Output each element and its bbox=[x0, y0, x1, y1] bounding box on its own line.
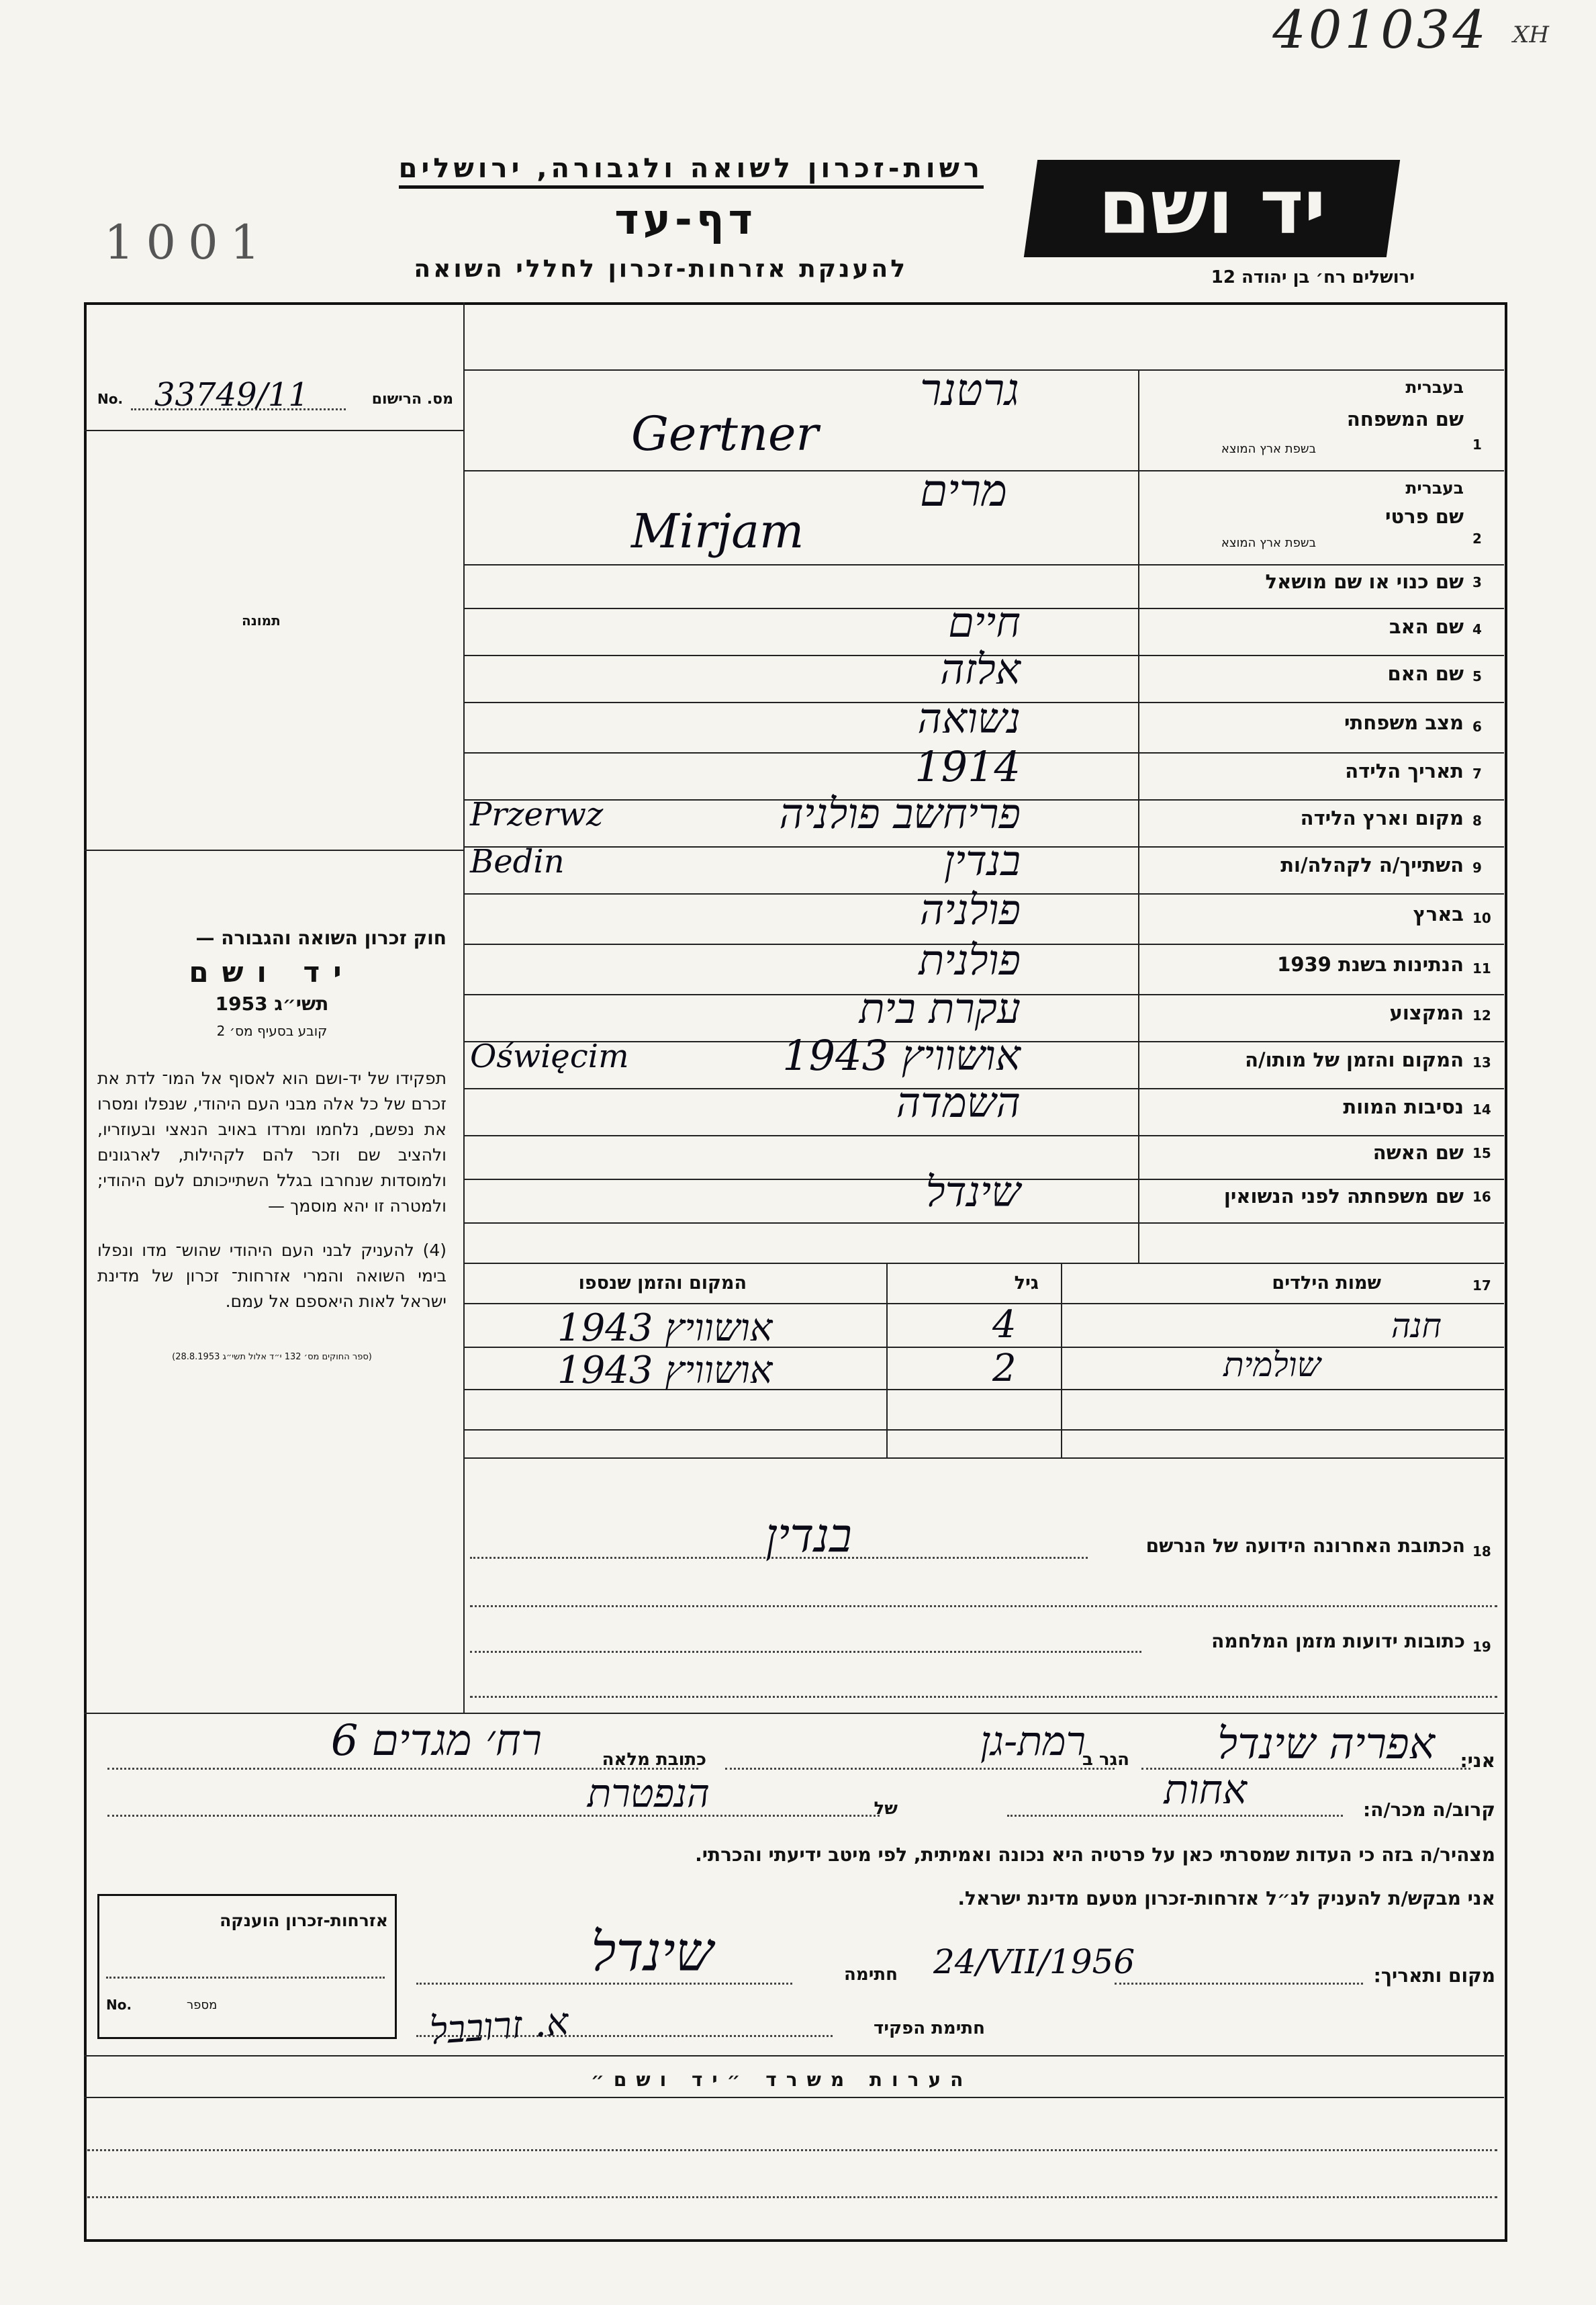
field-sub-he: בעברית bbox=[1405, 478, 1464, 498]
child-2-age: 2 bbox=[992, 1347, 1017, 1390]
field-number: 9 bbox=[1472, 860, 1482, 876]
certificate-box bbox=[97, 1894, 397, 2039]
field-row-1 bbox=[463, 364, 1504, 471]
registration-no-label: No. bbox=[97, 391, 124, 407]
remarks-title: הערות משרד ״יד ושם״ bbox=[591, 2069, 973, 2091]
field-row-2 bbox=[463, 465, 1504, 566]
declarant-address-value: רח׳ מגדים 6 bbox=[330, 1716, 542, 1766]
field-value: פולנית bbox=[919, 935, 1021, 985]
field-number: 16 bbox=[1472, 1189, 1491, 1205]
field-number: 2 bbox=[1472, 531, 1482, 547]
child-2-place-time: אושוויץ 1943 bbox=[557, 1349, 773, 1392]
field-value: שינדל bbox=[925, 1167, 1021, 1216]
children-header-age: גיל bbox=[1014, 1273, 1039, 1294]
field-label: בארץ bbox=[1413, 902, 1464, 925]
field-number: 7 bbox=[1472, 766, 1482, 782]
field-label: השתייך/ה לקהלה/ות bbox=[1280, 854, 1464, 876]
archive-number: 401034 bbox=[1272, 0, 1489, 60]
child-2-name: שולמית bbox=[1223, 1345, 1321, 1384]
child-1-name: חנה bbox=[1391, 1306, 1442, 1345]
certificate-box-title: אזרחות-זכרון הוענקה bbox=[220, 1911, 388, 1930]
field-value: פולניה bbox=[919, 885, 1021, 934]
field-label: תאריך הלידה bbox=[1345, 760, 1464, 782]
field-label: שם האם bbox=[1387, 662, 1464, 685]
archive-mark: XH bbox=[1513, 21, 1549, 48]
law-footnote: (ספר החוקים מס׳ 132 י״ד אלול תשי״ג 28.8.1953) bbox=[172, 1352, 372, 1362]
law-clause: קובע בסעיף מס׳ 2 bbox=[216, 1023, 328, 1039]
declarant-signature: שינדל bbox=[591, 1921, 714, 1983]
field-sub-orig: בשפת ארץ המוצא bbox=[1221, 536, 1316, 550]
declarant-statement-2: אני מבקש/ת להעניק לנ״ל אזרחות-זכרון מטעם מדינת ישראל. bbox=[957, 1887, 1495, 1909]
declarant-statement-1: מצהיר/ה בזה כי העדות שמסרתי כאן על פרטיה היא נכונה ואמיתית, לפי מיטב ידיעתי והכרתי. bbox=[695, 1844, 1495, 1866]
field-value: נשואה bbox=[917, 693, 1021, 743]
child-1-age: 4 bbox=[992, 1303, 1017, 1347]
field-value-he: גרטנר bbox=[920, 364, 1019, 416]
declarant-of-label: של bbox=[874, 1799, 898, 1819]
registration-block bbox=[97, 376, 460, 416]
field-value-orig: Gertner bbox=[631, 406, 818, 461]
declarant-resides-label: הגר ב bbox=[1082, 1750, 1129, 1770]
officer-signature-label: חתימת הפקיד bbox=[874, 2018, 985, 2038]
field-sub-he: בעברית bbox=[1405, 377, 1464, 397]
field-number: 3 bbox=[1472, 574, 1482, 590]
child-1-place-time: אושוויץ 1943 bbox=[557, 1306, 773, 1350]
field-value: פריחשב פולניה bbox=[779, 789, 1021, 838]
authority-title: רשות-זכרון לשואה ולגבורה, ירושלים bbox=[399, 153, 984, 189]
field-label: מקום וארץ הלידה bbox=[1300, 807, 1464, 829]
field-number: 13 bbox=[1472, 1054, 1491, 1071]
logo-text: יד ושם bbox=[1098, 164, 1326, 251]
field-value: אלזה bbox=[940, 645, 1021, 694]
field-number: 15 bbox=[1472, 1145, 1491, 1161]
declarant-ani-label: אני: bbox=[1460, 1750, 1495, 1772]
field-18-number: 18 bbox=[1472, 1543, 1491, 1560]
field-label: שם משפחתה לפני הנשואין bbox=[1223, 1184, 1464, 1208]
registration-label: מס. הרישום bbox=[371, 391, 453, 408]
officer-signature: א. זרובבל bbox=[428, 1999, 570, 2054]
date-value: 24/VII/1956 bbox=[933, 1942, 1135, 1981]
law-paragraph-1: תפקידו של יד-ושם הוא לאסוף אל המו־ לדת את זכרם של כל אלה מבני העם היהודי, שנפלו ומסרו את נפשם, נלחמו ומרדו באויב הנאצי ובעוזריו, ולהציב שם וזכר להם לקהילות, לארגונים ולמוסדות שנחרבו בגלל השתייכותם לעם היהודי; ולמטרה זו יהא מוסמך — bbox=[97, 1069, 447, 1216]
field-number: 12 bbox=[1472, 1007, 1491, 1024]
field-label: המקום והזמן של מותו/ה bbox=[1245, 1048, 1464, 1071]
yad-vashem-logo bbox=[1024, 160, 1400, 257]
children-header-place-time: המקום והזמן שנספו bbox=[578, 1273, 747, 1294]
law-year: תשי״ג 1953 bbox=[215, 993, 329, 1015]
declarant-relation-label: קרוב/ה מכר/ה: bbox=[1362, 1799, 1495, 1821]
photo-label: תמונה bbox=[242, 613, 281, 629]
field-number: 8 bbox=[1472, 813, 1482, 829]
declarant-resides-value: רמת-גן bbox=[980, 1718, 1086, 1765]
field-number: 10 bbox=[1472, 910, 1491, 926]
field-number: 5 bbox=[1472, 668, 1482, 684]
field-sub-orig: בשפת ארץ המוצא bbox=[1221, 442, 1316, 456]
law-name: יד ושם bbox=[189, 956, 355, 989]
form-title: דף-עד bbox=[614, 195, 757, 244]
law-paragraph-2: (4) להעניק לבני העם היהודי שהוש־ מדו ונפלו בימי השואה והמרי אזרחות־ זכרון של מדינת ישראל לאות היאספם אל עמם. bbox=[97, 1240, 447, 1311]
field-value-orig: Bedin bbox=[470, 843, 565, 880]
field-label: שם כנוי או שם מושאל bbox=[1265, 570, 1464, 593]
field-label: מצב משפחתי bbox=[1344, 711, 1464, 734]
field-value: 1914 bbox=[914, 742, 1021, 791]
field-number: 11 bbox=[1472, 960, 1491, 977]
place-date-label: מקום ותאריך: bbox=[1373, 1964, 1495, 1987]
field-label: הנתינות בשנת 1939 bbox=[1277, 952, 1464, 976]
field-value: עקרת בית bbox=[859, 984, 1021, 1033]
field-value: חיים bbox=[948, 598, 1021, 647]
declarant-of-value: הנפטרת bbox=[587, 1770, 710, 1816]
registration-value: 33749/11 bbox=[154, 376, 309, 414]
form-subtitle: להענקת אזרחות-זכרון לחללי השואה bbox=[414, 255, 908, 283]
law-block bbox=[97, 927, 447, 1362]
field-label: שם המשפחה bbox=[1346, 408, 1464, 431]
declarant-relation-value: אחות bbox=[1164, 1766, 1247, 1813]
field-18-value: בנדין bbox=[765, 1508, 852, 1563]
field-value-he: מרים bbox=[920, 465, 1008, 516]
certificate-number-label: מספר bbox=[187, 1998, 218, 2012]
field-label: שם פרטי bbox=[1384, 505, 1464, 528]
field-19-label: כתובות ידועות מזמן המלחמה bbox=[1211, 1630, 1465, 1652]
field-label: נסיבות המוות bbox=[1343, 1095, 1464, 1118]
field-row-16 bbox=[463, 1167, 1504, 1224]
field-value-orig: Mirjam bbox=[631, 504, 804, 559]
children-header-names: שמות הילדים bbox=[1272, 1273, 1381, 1294]
certificate-no-label: No. bbox=[106, 1997, 132, 2013]
field-number: 4 bbox=[1472, 621, 1482, 637]
institution-address: ירושלים רח׳ בן יהודה 12 bbox=[1211, 267, 1415, 287]
field-value: בנדין bbox=[943, 836, 1021, 885]
field-value: השמדה bbox=[896, 1078, 1021, 1127]
field-label: המקצוע bbox=[1389, 1001, 1464, 1024]
field-value-orig: Oświęcim bbox=[470, 1038, 629, 1075]
declarant-address-label: כתובת מלאה bbox=[602, 1750, 706, 1770]
signature-label: חתימה bbox=[844, 1964, 898, 1985]
field-number: 6 bbox=[1472, 719, 1482, 735]
field-label: שם האב bbox=[1389, 615, 1464, 638]
field-value: אושוויץ 1943 bbox=[782, 1031, 1021, 1080]
law-title: חוק זכרון השואה והגבורה — bbox=[195, 927, 447, 949]
declarant-name: אפריה שינדל bbox=[1217, 1719, 1435, 1769]
field-number: 1 bbox=[1472, 437, 1482, 453]
field-row-14 bbox=[463, 1078, 1504, 1136]
field-value-orig: Przerwz bbox=[470, 796, 604, 833]
stamp-number: 1001 bbox=[104, 215, 273, 270]
children-field-number: 17 bbox=[1472, 1277, 1491, 1294]
field-18-label: הכתובת האחרונה הידועה של הנרשם bbox=[1145, 1535, 1465, 1557]
field-19-number: 19 bbox=[1472, 1639, 1491, 1655]
field-label: שם האשה bbox=[1372, 1140, 1464, 1164]
field-number: 14 bbox=[1472, 1101, 1491, 1118]
